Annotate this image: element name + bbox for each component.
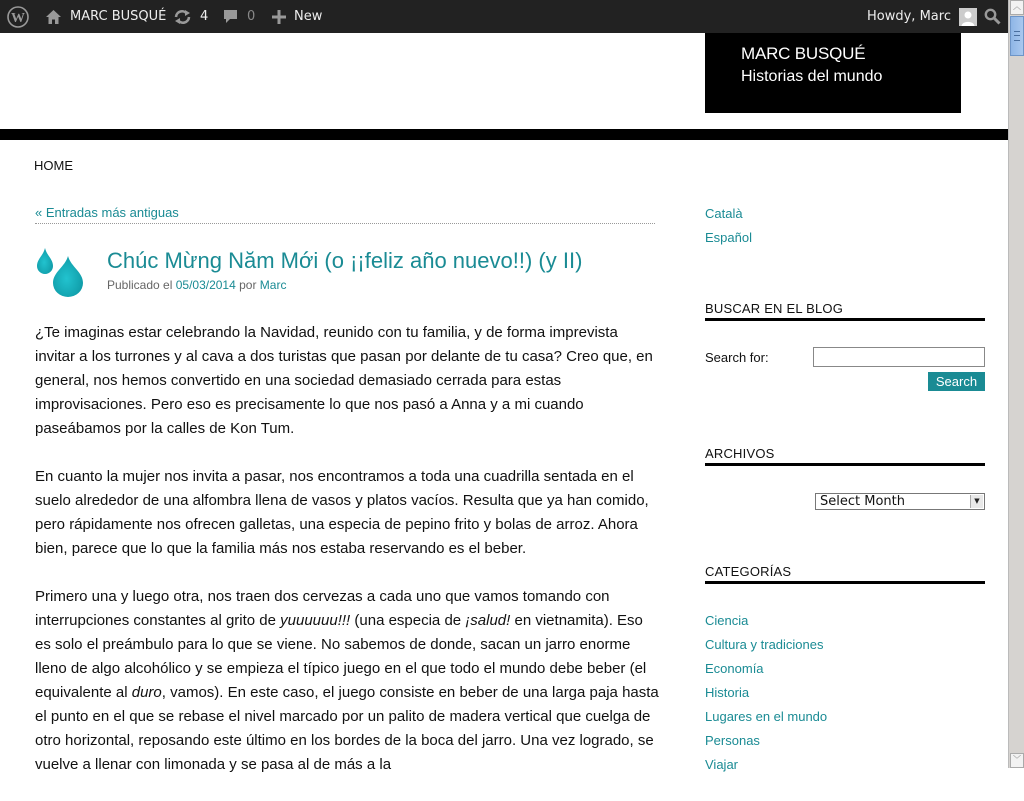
category-link[interactable]: Economía — [705, 661, 764, 676]
howdy-text: Howdy, Marc — [867, 9, 951, 24]
search-label: Search for: — [705, 350, 769, 365]
svg-text:W: W — [11, 10, 25, 26]
updates-icon — [173, 9, 192, 25]
my-account-menu[interactable] — [867, 0, 977, 33]
categories-widget-title: CATEGORÍAS — [705, 564, 792, 579]
language-link-catala[interactable]: Català — [705, 206, 743, 221]
divider — [35, 223, 655, 224]
search-widget-title: BUSCAR EN EL BLOG — [705, 301, 844, 316]
paragraph: ¿Te imaginas estar celebrando la Navidad, reunido con tu familia, y de forma imprevista invitar a los turrones y al cava a dos turistas que pasan por delante de tu casa? Creo que, en general, nos hemos convertido en una sociedad demasiado cerrada para estas improvisaciones. Pero eso es precisamente lo que nos pasó a Anna y a mi cuando paseábamos por la calles de Kon Tum. — [35, 324, 653, 437]
meta-by: por — [235, 278, 260, 292]
search-button[interactable]: Search — [928, 372, 985, 391]
category-link[interactable]: Lugares en el mundo — [705, 709, 828, 724]
selected-month: Select Month — [820, 494, 905, 509]
new-label: New — [294, 9, 323, 24]
avatar — [959, 8, 977, 26]
divider — [705, 463, 985, 466]
language-link-espanol[interactable]: Español — [705, 230, 752, 245]
header-divider — [0, 129, 1008, 140]
category-link[interactable]: Viajar — [705, 757, 739, 772]
site-name: MARC BUSQUÉ — [70, 9, 167, 24]
scroll-thumb[interactable] — [1010, 16, 1024, 56]
site-name-menu[interactable] — [45, 0, 166, 33]
post-author-link[interactable]: Marc — [259, 278, 287, 292]
category-link[interactable]: Cultura y tradiciones — [705, 637, 824, 652]
post-meta — [107, 278, 286, 292]
paragraph: En cuanto la mujer nos invita a pasar, nos encontramos a toda una cuadrilla sentada en el suelo alrededor de una alfombra llena de vasos y platos vacíos. Resulta que ya han comido, pero rápidamente nos ofrecen galletas, una especia de pepino frito y bolas de arroz. Ahora bien, parece que lo que la familia más nos estaba reservando es el beber. — [35, 468, 649, 557]
site-title-link[interactable]: MARC BUSQUÉ — [741, 44, 866, 63]
post-content — [35, 321, 660, 801]
home-icon — [45, 9, 62, 25]
category-link[interactable]: Ciencia — [705, 613, 749, 628]
older-posts-link[interactable]: « Entradas más antiguas — [35, 205, 179, 220]
search-input[interactable] — [813, 347, 985, 367]
comment-icon — [222, 8, 239, 25]
site-tagline: Historias del mundo — [741, 68, 883, 85]
category-link[interactable]: Personas — [705, 733, 760, 748]
water-drops-icon — [34, 248, 86, 298]
wordpress-icon — [7, 6, 29, 28]
comments-menu[interactable] — [222, 0, 255, 33]
wordpress-logo-button[interactable] — [7, 0, 29, 33]
comments-count: 0 — [247, 9, 256, 24]
admin-bar — [0, 0, 1008, 33]
divider — [705, 581, 985, 584]
site-branding — [705, 33, 961, 113]
paragraph: Primero una y luego otra, nos traen dos cervezas a cada uno que vamos tomando con interrupciones constantes al grito de yuuuuuu!!! (una especia de ¡salud! en vietnamita). Eso es solo el preámbulo para lo que se viene. No sabemos de donde, sacan un jarro enorme lleno de algo alcohólico y se empieza el típico juego en el que todo el mundo debe beber (el equivalente al duro, vamos). En este caso, el juego consiste en beber de una larga paja hasta el punto en el que se rebase el nivel marcado por un palito de madera vertical que cuelga de otro horizontal, reposando este último en los bordes de la boca del jarro. Una vez logrado, se vuelve a llenar con limonada y se pasa al de más a la — [35, 588, 659, 773]
new-content-menu[interactable] — [272, 0, 322, 33]
dropdown-arrow-icon: ▼ — [970, 495, 983, 508]
page-scrollbar[interactable] — [1008, 0, 1024, 768]
archive-month-select[interactable] — [815, 493, 985, 510]
adminbar-search-button[interactable] — [984, 0, 1001, 33]
archives-widget-title: ARCHIVOS — [705, 446, 775, 461]
post-date-link[interactable]: 05/03/2014 — [175, 278, 236, 292]
nav-home-link[interactable]: HOME — [34, 158, 73, 173]
divider — [705, 318, 985, 321]
meta-prefix: Publicado el — [107, 278, 176, 292]
updates-count: 4 — [200, 9, 209, 24]
scroll-down-button[interactable]: ﹀ — [1010, 753, 1024, 768]
post-title-link[interactable]: Chúc Mừng Năm Mới (o ¡¡feliz año nuevo!!) (y II) — [107, 248, 583, 273]
category-link[interactable]: Historia — [705, 685, 750, 700]
scroll-up-button[interactable]: ︿ — [1010, 0, 1024, 15]
updates-menu[interactable] — [173, 0, 208, 33]
search-icon — [984, 8, 1001, 25]
plus-icon — [272, 10, 286, 24]
